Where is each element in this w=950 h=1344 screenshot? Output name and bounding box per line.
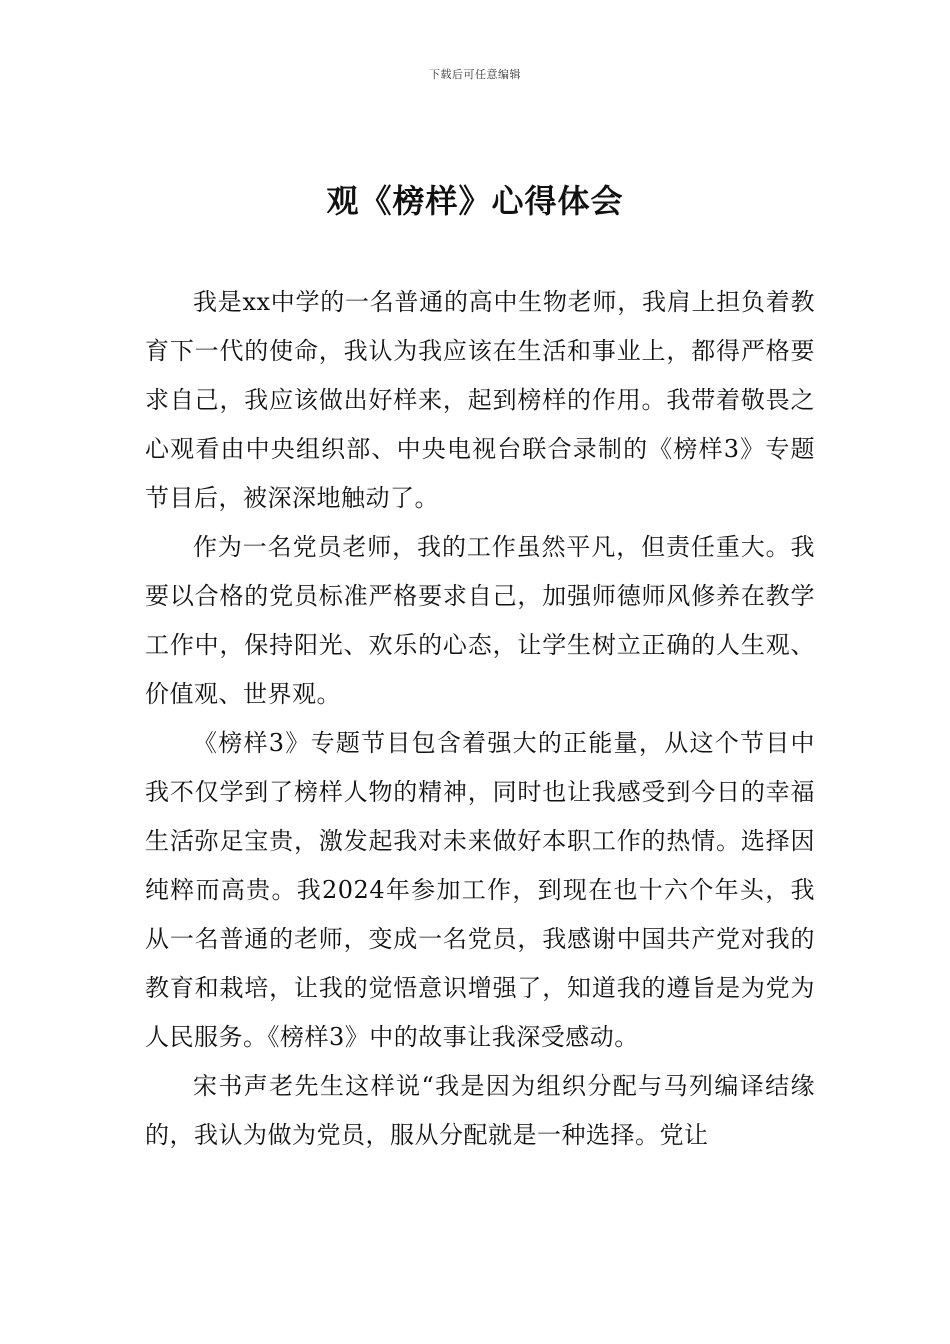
paragraph: 作为一名党员老师，我的工作虽然平凡，但责任重大。我要以合格的党员标准严格要求自己，加强师德师风修养在教学工作中，保持阳光、欢乐的心态，让学生树立正确的人生观、价值观、世界观。 [145, 533, 815, 708]
paragraph: 《榜样3》专题节目包含着强大的正能量，从这个节目中我不仅学到了榜样人物的精神，同时也让我感受到今日的幸福生活弥足宝贵，激发起我对未来做好本职工作的热情。选择因纯粹而高贵。我2024年参加工作，到现在也十六个年头，我从一名普通的老师，变成一名党员，我感谢中国共产党对我的教育和栽培，让我的觉悟意识增强了，知道我的遵旨是为党为人民服务。《榜样3》中的故事让我深受感动。 [145, 729, 815, 1051]
document-title: 观《榜样》心得体会 [326, 182, 624, 220]
paragraph: 我是xx中学的一名普通的高中生物老师，我肩上担负着教育下一代的使命，我认为我应该在生活和事业上，都得严格要求自己，我应该做出好样来，起到榜样的作用。我带着敬畏之心观看由中央组织部、中央电视台联合录制的《榜样3》专题节目后，被深深地触动了。 [145, 288, 815, 512]
header-note: 下载后可任意编辑 [429, 68, 521, 81]
document-body [145, 278, 815, 1160]
paragraph: 宋书声老先生这样说“我是因为组织分配与马列编译结缘的，我认为做为党员，服从分配就是一种选择。党让 [145, 1072, 815, 1149]
